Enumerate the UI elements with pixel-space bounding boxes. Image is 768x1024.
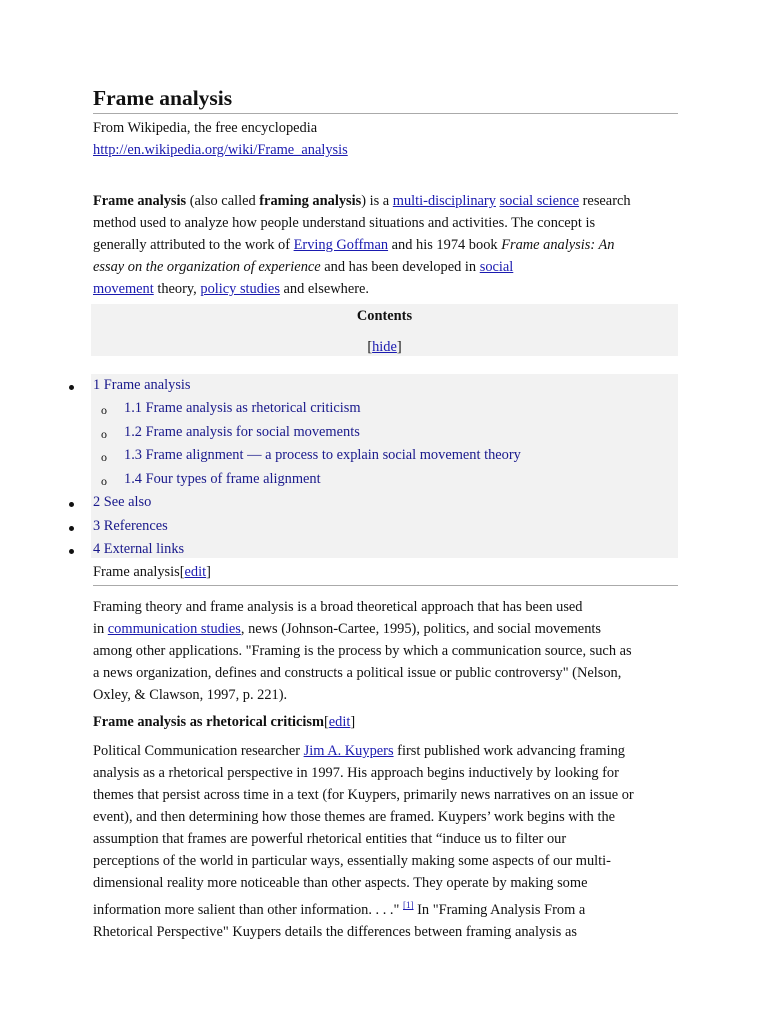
framing-theory-paragraph: [93, 596, 683, 706]
toc-hide-button[interactable]: hide: [372, 339, 397, 355]
toc-item-external-links[interactable]: 4 External links: [93, 541, 185, 557]
intro-text: research: [579, 193, 631, 209]
toc-item-see-also[interactable]: 2 See also: [93, 494, 152, 510]
paragraph-text: first published work advancing framing: [393, 743, 625, 759]
paragraph-text: In "Framing Analysis From a: [413, 901, 586, 918]
reference-link-1[interactable]: [1]: [403, 900, 414, 910]
circle-bullet-icon: o: [101, 450, 107, 464]
paragraph-text: in: [93, 621, 108, 637]
book-title: Frame analysis: An: [501, 237, 615, 253]
link-communication-studies[interactable]: communication studies: [107, 621, 241, 637]
intro-text: and his 1974 book: [388, 237, 502, 253]
toc-header: [91, 304, 678, 356]
circle-bullet-icon: o: [101, 427, 107, 441]
paragraph-text: , news (Johnson-Cartee, 1995), politics, and social movements: [240, 621, 601, 637]
toc-title: Contents: [356, 308, 413, 324]
link-social-science[interactable]: social science: [499, 193, 580, 209]
circle-bullet-icon: o: [101, 474, 107, 488]
paragraph-line: assumption that frames are powerful rhetorical entities that “induce us to filter our: [93, 831, 567, 847]
bracket: ]: [206, 564, 211, 580]
toc-item-frame-alignment[interactable]: 1.3 Frame alignment — a process to explain social movement theory: [124, 447, 521, 463]
toc-item-social-movements[interactable]: 1.2 Frame analysis for social movements: [124, 424, 360, 440]
intro-text: generally attributed to the work of: [93, 237, 294, 253]
paragraph-line: themes that persist across time in a text (for Kuypers, primarily news narratives on an issue or: [93, 787, 634, 803]
bracket: [: [324, 714, 329, 730]
bracket: ]: [350, 714, 356, 730]
bullet-icon: [69, 549, 74, 554]
toc-hide-control: [91, 339, 678, 356]
paragraph-text: Political Communication researcher: [93, 743, 304, 759]
paragraph-line: event), and then determining how those themes are framed. Kuypers’ work begins with the: [93, 809, 616, 825]
bullet-icon: [69, 526, 74, 531]
paragraph-line: a news organization, defines and constructs a political issue or public controversy" (Nelson,: [93, 665, 622, 681]
subsection-heading: [93, 714, 355, 731]
link-social-movement[interactable]: social: [479, 259, 514, 275]
intro-text: and elsewhere.: [279, 281, 370, 297]
source-url-link[interactable]: http://en.wikipedia.org/wiki/Frame_analysis: [93, 142, 348, 158]
bracket: [: [179, 564, 185, 580]
book-title: essay on the organization of experience: [93, 259, 321, 275]
rhetorical-criticism-paragraph: [93, 740, 683, 943]
bullet-icon: [69, 502, 74, 507]
intro-paragraph: [93, 190, 683, 300]
toc-item-references[interactable]: 3 References: [93, 518, 168, 534]
subsection-edit-link[interactable]: edit: [328, 714, 351, 730]
intro-text: method used to analyze how people understand situations and activities. The concept is: [93, 215, 596, 231]
page-title: Frame analysis: [93, 86, 233, 110]
section-heading: [93, 564, 211, 581]
section-heading-text: Frame analysis: [93, 564, 180, 580]
toc-item-rhetorical-criticism[interactable]: 1.1 Frame analysis as rhetorical criticism: [124, 400, 361, 416]
paragraph-line: analysis as a rhetorical perspective in 1997. His approach begins inductively by looking for: [93, 765, 619, 781]
intro-term: Frame analysis: [93, 193, 187, 209]
link-jim-kuypers[interactable]: Jim A. Kuypers: [303, 743, 394, 759]
subsection-heading-text: Frame analysis as rhetorical criticism: [93, 714, 324, 730]
paragraph-text: information more salient than other information. . . .": [93, 901, 404, 918]
intro-alt-term: framing analysis: [259, 193, 362, 209]
section-divider: [93, 585, 678, 586]
bracket: ]: [396, 339, 402, 355]
paragraph-line: among other applications. "Framing is the process by which a communication source, such as: [93, 643, 632, 659]
toc-item-frame-analysis[interactable]: 1 Frame analysis: [93, 377, 191, 393]
title-divider: [93, 113, 678, 114]
source-tagline: From Wikipedia, the free encyclopedia: [93, 120, 318, 136]
circle-bullet-icon: o: [101, 403, 107, 417]
link-policy-studies[interactable]: policy studies: [200, 281, 280, 297]
paragraph-line: perceptions of the world in particular ways, essentially making some aspects of our multi-: [93, 853, 611, 869]
intro-text: and has been developed in: [320, 259, 480, 275]
intro-text: (also called: [186, 193, 260, 209]
link-multi-disciplinary[interactable]: multi-disciplinary: [392, 193, 496, 209]
paragraph-line: Framing theory and frame analysis is a broad theoretical approach that has been used: [93, 599, 583, 615]
section-edit-link[interactable]: edit: [184, 564, 207, 580]
toc-item-four-types[interactable]: 1.4 Four types of frame alignment: [124, 471, 321, 487]
link-erving-goffman[interactable]: Erving Goffman: [293, 237, 389, 253]
intro-text: ) is a: [361, 193, 393, 209]
paragraph-line: Rhetorical Perspective" Kuypers details the differences between framing analysis as: [93, 923, 577, 940]
bullet-icon: [69, 385, 74, 390]
paragraph-line: dimensional reality more noticeable than other aspects. They operate by making some: [93, 875, 588, 891]
paragraph-line: Oxley, & Clawson, 1997, p. 221).: [93, 687, 288, 703]
intro-text: theory,: [153, 281, 201, 297]
bracket: [: [367, 339, 373, 355]
link-social-movement[interactable]: movement: [93, 281, 154, 297]
